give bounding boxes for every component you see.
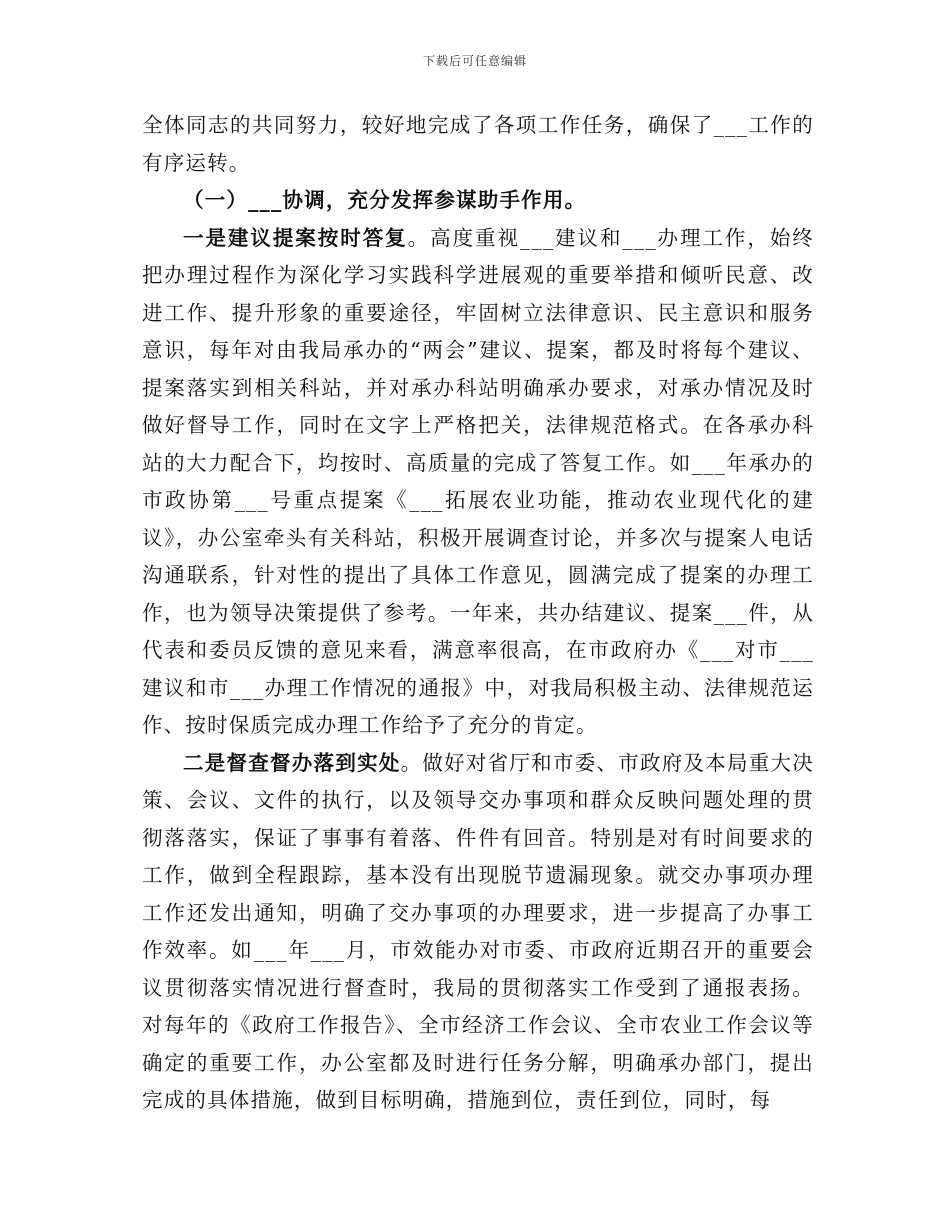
page-header: 下载后可任意编辑 <box>422 54 527 68</box>
paragraph-continuation: 全体同志的共同努力，较好地完成了各项工作任务，确保了___工作的有序运转。 <box>142 113 814 175</box>
paragraph-body-text: 。高度重视___建议和___办理工作，始终把办理过程作为深化学习实践科学进展观的重要举措和倾听民意、改进工作、提升形象的重要途径，牢固树立法律意识、民主意识和服务意识，每年对由我局承办的“两会”建议、提案，都及时将每个建议、提案落实到相关科站，并对承办科站明确承办要求，对承办情况及时做好督导工作，同时在文字上严格把关，法律规范格式。在各承办科站的大力配合下，均按时、高质量的完成了答复工作。如___年承办的市政协第___号重点提案《___拓展农业功能，推动农业现代化的建议》，办公室牵头有关科站，积极开展调查讨论，并多次与提案人电话沟通联系，针对性的提出了具体工作意见，圆满完成了提案的办理工作，也为领导决策提供了参考。一年来，共办结建议、提案___件，从代表和委员反馈的意见来看，满意率很高，在市政府办《___对市___建议和市___办理工作情况的通报》中，对我局积极主动、法律规范运作、按时保质完成办理工作给予了充分的肯定。 <box>142 225 815 737</box>
paragraph-lead-heading: 一是建议提案按时答复 <box>183 225 408 250</box>
paragraph-lead-heading: 二是督查督办落到实处 <box>183 750 401 775</box>
paragraph-supervision <box>142 745 814 1120</box>
document-body <box>142 107 814 1120</box>
paragraph-body-text: 。做好对省厅和市委、市政府及本局重大决策、会议、文件的执行，以及领导交办事项和群众反映问题处理的贯彻落落实，保证了事事有着落、件件有回音。特别是对有时间要求的工作，做到全程跟踪，基本没有出现脱节遗漏现象。就交办事项办理工作还发出通知，明确了交办事项的办理要求，进一步提高了办事工作效率。如___年___月，市效能办对市委、市政府近期召开的重要会议贯彻落实情况进行督查时，我局的贯彻落实工作受到了通报表扬。对每年的《政府工作报告》、全市经济工作会议、全市农业工作会议等确定的重要工作，办公室都及时进行任务分解，明确承办部门，提出完成的具体措施，做到目标明确，措施到位，责任到位，同时，每 <box>142 750 814 1112</box>
paragraph-proposals <box>142 220 814 745</box>
section-heading: （一）___协调，充分发挥参谋助手作用。 <box>183 188 587 212</box>
